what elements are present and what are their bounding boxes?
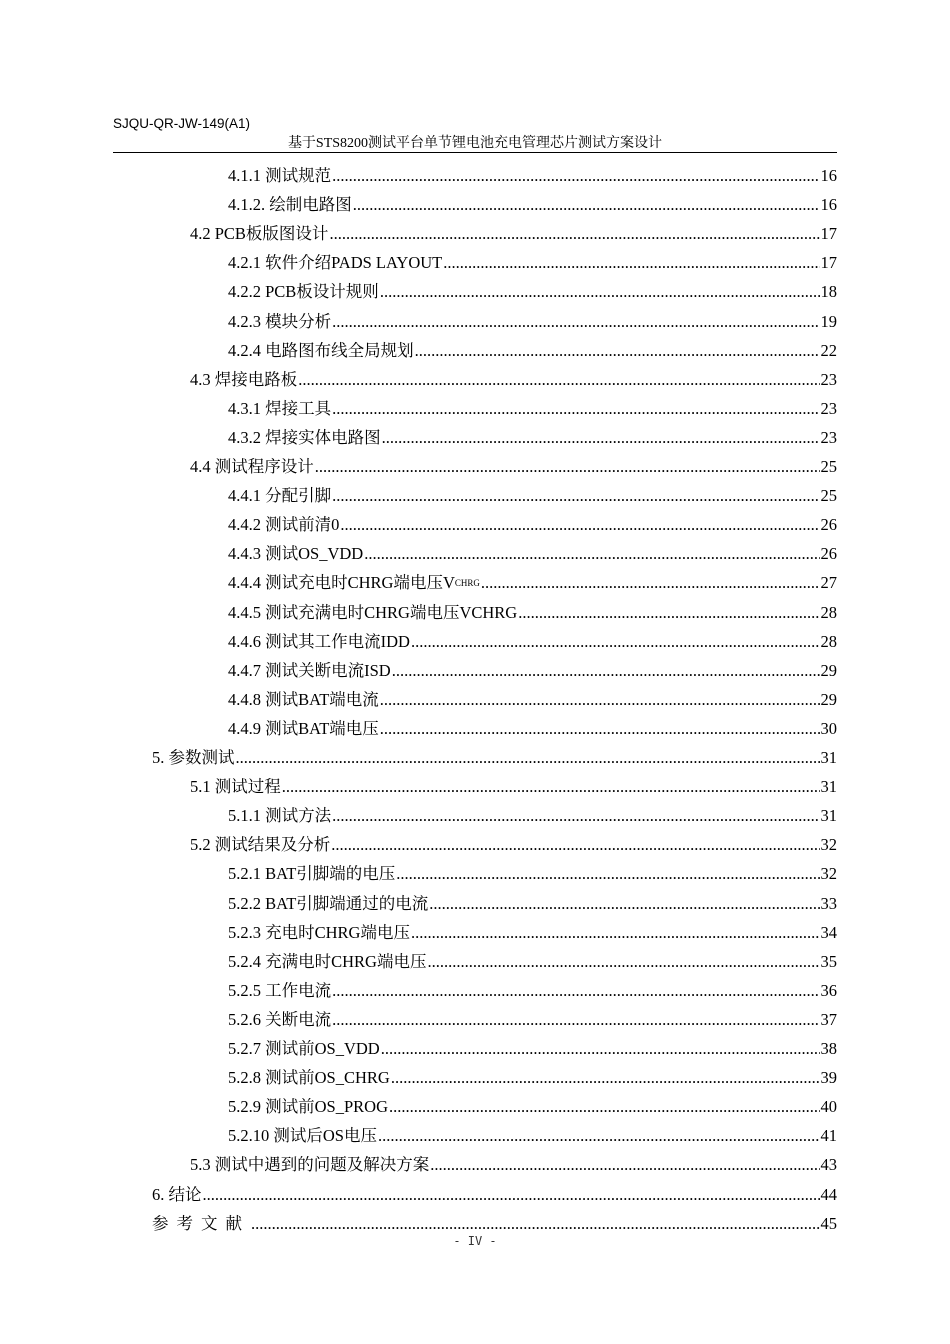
toc-dot-leader <box>381 1039 820 1059</box>
toc-dot-leader <box>389 1097 820 1117</box>
toc-entry[interactable] <box>228 710 837 739</box>
toc-page-number: 39 <box>820 1068 837 1088</box>
toc-page-number: 17 <box>820 224 837 244</box>
toc-entry[interactable] <box>228 914 837 943</box>
toc-entry[interactable] <box>190 768 837 797</box>
toc-entry[interactable] <box>190 215 837 244</box>
toc-dot-leader <box>251 1214 820 1234</box>
toc-dot-leader <box>380 282 820 302</box>
toc-page-number: 31 <box>820 748 837 767</box>
toc-entry[interactable] <box>228 623 837 652</box>
toc-entry[interactable] <box>228 506 837 535</box>
toc-page-number: 34 <box>820 922 837 942</box>
toc-page-number: 40 <box>820 1097 837 1117</box>
toc-entry-title: 4.3.1 焊接工具 <box>228 398 332 418</box>
toc-dot-leader <box>329 224 819 244</box>
toc-entry[interactable] <box>228 594 837 623</box>
toc-entry[interactable] <box>228 477 837 506</box>
toc-dot-leader <box>411 632 820 652</box>
toc-entry[interactable] <box>228 157 837 186</box>
toc-page-number: 17 <box>820 253 837 273</box>
toc-entry-title: 5.1 测试过程 <box>190 777 281 797</box>
toc-entry[interactable] <box>152 739 837 768</box>
header-divider <box>113 152 837 153</box>
toc-entry-title: 4.3 焊接电路板 <box>190 369 298 389</box>
toc-page-number: 29 <box>820 660 837 680</box>
toc-entry[interactable] <box>228 419 837 448</box>
document-code: SJQU-QR-JW-149(A1) <box>113 116 251 131</box>
toc-dot-leader <box>282 777 820 797</box>
toc-entry-title: 5.2.8 测试前OS_CHRG <box>228 1068 390 1088</box>
toc-page-number: 22 <box>820 340 837 360</box>
toc-dot-leader <box>378 1126 820 1146</box>
toc-entry[interactable] <box>190 826 837 855</box>
toc-entry-title: 4.3.2 焊接实体电路图 <box>228 427 381 447</box>
toc-entry[interactable] <box>228 1117 837 1146</box>
toc-page-number: 26 <box>820 515 837 535</box>
toc-page-number: 33 <box>820 893 837 913</box>
toc-entry[interactable] <box>228 1088 837 1117</box>
toc-entry[interactable] <box>190 448 837 477</box>
toc-page-number: 27 <box>820 573 837 593</box>
toc-entry-title: 4.2.1 软件介绍PADS LAYOUT <box>228 253 443 273</box>
toc-dot-leader <box>332 981 819 1001</box>
toc-dot-leader <box>332 312 819 332</box>
toc-entry[interactable] <box>228 1030 837 1059</box>
toc-dot-leader <box>392 661 820 681</box>
toc-entry[interactable] <box>228 332 837 361</box>
toc-page-number: 19 <box>820 311 837 331</box>
toc-page-number: 32 <box>820 864 837 884</box>
toc-dot-leader <box>415 341 820 361</box>
toc-dot-leader <box>518 603 819 623</box>
header-title: 基于STS8200测试平台单节锂电池充电管理芯片测试方案设计 <box>287 136 663 151</box>
toc-entry-title: 4.4.3 测试OS_VDD <box>228 544 364 564</box>
toc-dot-leader <box>298 370 819 390</box>
page-number: - IV - <box>453 1234 497 1248</box>
toc-page-number: 16 <box>820 166 837 185</box>
toc-entry[interactable] <box>228 1059 837 1088</box>
toc-entry[interactable] <box>228 652 837 681</box>
toc-page-number: 31 <box>820 806 837 826</box>
toc-page-number: 31 <box>820 777 837 797</box>
toc-dot-leader <box>315 457 820 477</box>
toc-entry-title: 4.1.2. 绘制电路图 <box>228 195 352 215</box>
toc-dot-leader <box>332 806 819 826</box>
toc-entry-title: 参考文献 <box>152 1213 250 1233</box>
toc-entry-title: 4.4.7 测试关断电流ISD <box>228 660 391 680</box>
toc-entry[interactable] <box>228 186 837 215</box>
toc-entry-title: 4.4 测试程序设计 <box>190 457 314 476</box>
toc-dot-leader <box>429 894 819 914</box>
toc-entry[interactable] <box>228 885 837 914</box>
toc-entry[interactable] <box>228 390 837 419</box>
toc-entry-subscript: CHRG <box>454 578 480 589</box>
toc-page-number: 23 <box>820 369 837 389</box>
toc-page-number: 36 <box>820 980 837 1000</box>
toc-dot-leader <box>443 253 819 273</box>
toc-entry-title: 5.2.1 BAT引脚端的电压 <box>228 864 396 884</box>
toc-entry-title: 4.4.9 测试BAT端电压 <box>228 718 379 738</box>
toc-page-number: 28 <box>820 602 837 622</box>
toc-dot-leader <box>353 195 820 215</box>
toc-page-number: 44 <box>820 1184 837 1204</box>
toc-entry-title: 5.2 测试结果及分析 <box>190 835 331 855</box>
toc-dot-leader <box>380 690 820 710</box>
toc-page-number: 29 <box>820 689 837 709</box>
toc-page-number: 23 <box>820 398 837 418</box>
toc-dot-leader <box>430 1155 819 1175</box>
toc-page-number: 30 <box>820 718 837 738</box>
toc-dot-leader <box>203 1185 820 1205</box>
toc-entry-title: 5.2.6 关断电流 <box>228 1009 332 1029</box>
toc-page-number: 43 <box>820 1155 837 1175</box>
toc-entry-title: 5.2.2 BAT引脚端通过的电流 <box>228 893 429 913</box>
toc-page-number: 16 <box>820 195 837 215</box>
toc-entry-title: 5.2.10 测试后OS电压 <box>228 1126 377 1146</box>
toc-page-number: 25 <box>820 486 837 506</box>
toc-page-number: 32 <box>820 835 837 855</box>
toc-entry-title: 4.2.2 PCB板设计规则 <box>228 282 379 302</box>
toc-entry[interactable] <box>228 943 837 972</box>
toc-entry-title: 5.1.1 测试方法 <box>228 806 332 826</box>
toc-dot-leader <box>427 952 819 972</box>
toc-page-number: 18 <box>820 282 837 302</box>
toc-entry-title: 6. 结论 <box>152 1184 202 1204</box>
toc-page-number: 28 <box>820 631 837 651</box>
toc-dot-leader <box>380 719 820 739</box>
toc-dot-leader <box>332 486 819 506</box>
toc-page-number: 35 <box>820 951 837 971</box>
toc-page-number: 38 <box>820 1039 837 1058</box>
toc-entry-title: 4.2.3 模块分析 <box>228 311 332 331</box>
toc-entry-title: 4.4.2 测试前清0 <box>228 515 340 535</box>
toc-entry[interactable] <box>228 1001 837 1030</box>
toc-page-number: 26 <box>820 544 837 564</box>
toc-dot-leader <box>332 399 819 419</box>
toc-entry-title: 5.2.5 工作电流 <box>228 980 332 1000</box>
toc-entry-title: 4.2.4 电路图布线全局规划 <box>228 340 414 360</box>
toc-entry[interactable] <box>228 681 837 710</box>
toc-entry-title: 4.2 PCB板版图设计 <box>190 224 329 244</box>
toc-entry[interactable] <box>190 1146 837 1175</box>
toc-entry-title: 5.2.3 充电时CHRG端电压 <box>228 922 410 942</box>
toc-dot-leader <box>481 573 820 593</box>
toc-entry-title: 5.2.9 测试前OS_PROG <box>228 1097 388 1117</box>
toc-entry[interactable] <box>228 564 837 593</box>
toc-entry-title: 4.4.4 测试充电时CHRG端电压V <box>228 573 455 593</box>
toc-page-number: 41 <box>820 1126 837 1146</box>
toc-dot-leader <box>391 1068 820 1088</box>
toc-entry[interactable] <box>228 303 837 332</box>
toc-entry[interactable] <box>228 972 837 1001</box>
toc-entry-title: 4.4.5 测试充满电时CHRG端电压VCHRG <box>228 602 518 622</box>
toc-entry-title: 5.3 测试中遇到的问题及解决方案 <box>190 1155 430 1175</box>
toc-entry[interactable] <box>228 273 837 302</box>
toc-page-number: 25 <box>820 457 837 476</box>
toc-dot-leader <box>331 835 819 855</box>
toc-dot-leader <box>236 748 820 768</box>
toc-dot-leader <box>332 1010 819 1030</box>
toc-dot-leader <box>340 515 819 535</box>
toc-dot-leader <box>382 428 820 448</box>
toc-page-number: 45 <box>820 1213 837 1233</box>
toc-dot-leader <box>332 166 819 186</box>
toc-entry[interactable] <box>152 1205 837 1234</box>
toc-dot-leader <box>411 923 820 943</box>
toc-page-number: 37 <box>820 1009 837 1029</box>
toc-entry[interactable] <box>190 361 837 390</box>
toc-entry[interactable] <box>152 1176 837 1205</box>
toc-entry[interactable] <box>228 797 837 826</box>
toc-dot-leader <box>364 544 819 564</box>
toc-page-number: 23 <box>820 427 837 447</box>
toc-entry-title: 5.2.4 充满电时CHRG端电压 <box>228 951 427 971</box>
toc-dot-leader <box>396 864 819 884</box>
toc-entry-title: 4.4.1 分配引脚 <box>228 486 332 506</box>
toc-entry[interactable] <box>228 855 837 884</box>
toc-entry-title: 4.4.8 测试BAT端电流 <box>228 689 379 709</box>
toc-entry[interactable] <box>228 244 837 273</box>
toc-entry-title: 5.2.7 测试前OS_VDD <box>228 1039 380 1058</box>
toc-entry[interactable] <box>228 535 837 564</box>
toc-entry-title: 4.1.1 测试规范 <box>228 166 332 185</box>
toc-entry-title: 4.4.6 测试其工作电流IDD <box>228 631 410 651</box>
toc-entry-title: 5. 参数测试 <box>152 748 235 767</box>
